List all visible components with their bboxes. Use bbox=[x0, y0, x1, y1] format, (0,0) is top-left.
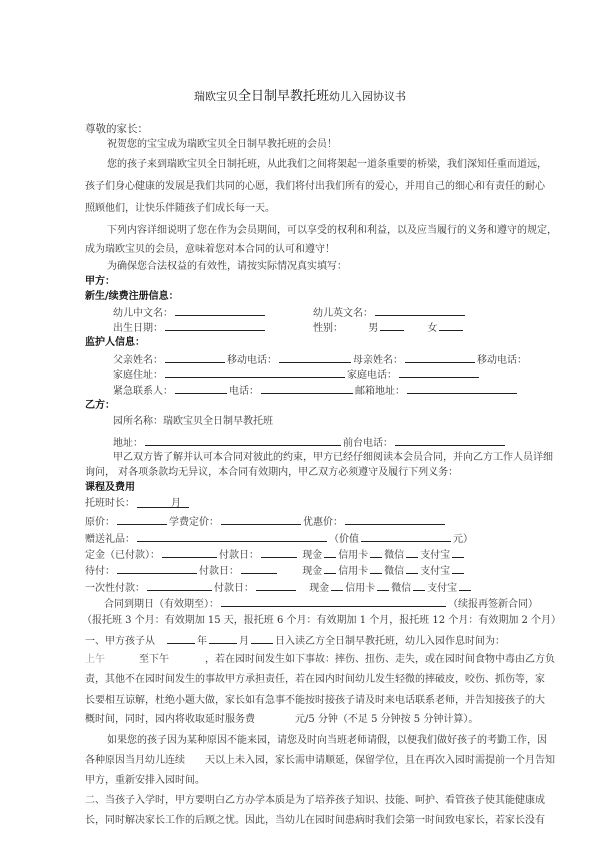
child-cn-name-field[interactable] bbox=[175, 305, 265, 316]
birth-date-row bbox=[113, 320, 267, 336]
clause-text: 天以上未入园，家长需申请顺延，保留学位，且在再次入园时需提前一个月告知 bbox=[205, 755, 555, 766]
gift-value-field[interactable] bbox=[361, 531, 451, 542]
cash-checkbox[interactable] bbox=[324, 547, 336, 558]
intro-line: 成为瑞欧宝贝的会员，意味着您对本合同的认可和遵守！ bbox=[85, 244, 335, 255]
birth-date-label: 出生日期： bbox=[113, 323, 163, 334]
discount-price-field[interactable] bbox=[345, 514, 445, 525]
clause-1-line-3: 责，其他不在园时间发生的事故甲方承担责任，若在园内时间幼儿发生轻微的摔破皮，咬伤、抓伤等，家 bbox=[85, 674, 545, 685]
discount-price-label: 优惠价： bbox=[303, 517, 343, 528]
expiry-field[interactable] bbox=[221, 596, 446, 607]
mother-name-field[interactable] bbox=[405, 352, 475, 363]
male-field[interactable] bbox=[380, 320, 404, 331]
address-field[interactable] bbox=[145, 435, 341, 446]
party-b-heading: 乙方： bbox=[85, 400, 115, 411]
gift-row bbox=[85, 531, 473, 547]
registration-heading: 新生/续费注册信息： bbox=[85, 291, 179, 302]
expiry-row bbox=[104, 596, 538, 612]
home-address-label: 家庭住址： bbox=[113, 370, 163, 381]
home-address-field[interactable] bbox=[165, 367, 345, 378]
cash-label: 现金 bbox=[302, 566, 323, 577]
fees-heading: 课程及费用 bbox=[85, 482, 135, 493]
home-phone-label: 家庭电话： bbox=[347, 370, 397, 381]
title-part-3: 幼儿入园协议书 bbox=[329, 90, 406, 103]
credit-card-checkbox[interactable] bbox=[370, 547, 382, 558]
greeting: 尊敬的家长： bbox=[85, 123, 148, 135]
wechat-label: 微信 bbox=[384, 550, 405, 561]
clause-1-line-4: 长要相互谅解，杜绝小题大做，家长如有急事不能按时接孩子请及时来电话联系老师，并告知接孩子的大 bbox=[85, 695, 545, 706]
bonus-note: （报托班 3 个月：有效期加 15 天，报托班 6 个月：有效期加 1 个月，报托班 12 个月：有效期加 2 个月） bbox=[82, 615, 562, 626]
expiry-label: 合同到期日（有效期至）： bbox=[104, 599, 219, 610]
agreement-line: 询问， 对各项条款均无异议，本合同有效期内，甲乙双方必须遵守及履行下列义务： bbox=[85, 467, 459, 478]
front-desk-phone-label: 前台电话： bbox=[343, 438, 393, 449]
wechat-label: 微信 bbox=[391, 583, 412, 594]
start-month-field[interactable] bbox=[209, 633, 237, 644]
male-label: 男 bbox=[368, 323, 379, 334]
clause-1-line-1 bbox=[85, 633, 505, 649]
original-price-label: 原价： bbox=[85, 517, 115, 528]
alipay-label: 支付宝 bbox=[420, 566, 451, 577]
cash-checkbox[interactable] bbox=[331, 580, 343, 591]
front-desk-phone-field[interactable] bbox=[395, 435, 505, 446]
clause-text: 一、甲方孩子从 bbox=[85, 636, 155, 647]
deposit-row bbox=[85, 547, 466, 563]
value-open-label: （价值 bbox=[329, 534, 359, 545]
duration-row bbox=[85, 497, 191, 511]
mother-mobile-label: 移动电话： bbox=[477, 355, 527, 366]
duration-label: 托班时长： bbox=[85, 498, 135, 509]
wechat-label: 微信 bbox=[384, 566, 405, 577]
credit-card-checkbox[interactable] bbox=[370, 563, 382, 574]
lump-sum-date-field[interactable] bbox=[256, 580, 296, 591]
child-cn-name-label: 幼儿中文名： bbox=[113, 308, 173, 319]
clause-2-line-2: 长，同时解决家长工作的后顾之忧。因此，当幼儿在园时间患病时我们会第一时间致电家长，若家长没有 bbox=[85, 815, 545, 826]
wechat-checkbox[interactable] bbox=[406, 547, 418, 558]
party-b-address-row bbox=[113, 435, 507, 451]
deposit-label: 定金（已付款）： bbox=[85, 550, 160, 561]
father-name-field[interactable] bbox=[165, 352, 225, 363]
guardian-row-3 bbox=[113, 383, 519, 399]
lump-sum-row bbox=[85, 580, 473, 596]
to-pm-label: 至下午 bbox=[139, 654, 169, 665]
pending-field[interactable] bbox=[117, 563, 197, 574]
clause-1-line-2 bbox=[85, 653, 555, 667]
female-label: 女 bbox=[427, 323, 438, 334]
pending-row bbox=[85, 563, 466, 579]
lump-sum-label: 一次性付款： bbox=[85, 583, 145, 594]
mother-name-label: 母亲姓名： bbox=[353, 355, 403, 366]
home-phone-field[interactable] bbox=[399, 367, 479, 378]
clause-text: 日入读乙方全日制早教托班，幼儿入园作息时间为： bbox=[275, 636, 505, 647]
party-a-heading: 甲方： bbox=[85, 276, 115, 287]
month-label: 月 bbox=[239, 636, 249, 647]
child-en-name-field[interactable] bbox=[375, 305, 465, 316]
father-name-label: 父亲姓名： bbox=[113, 355, 163, 366]
credit-card-label: 信用卡 bbox=[338, 566, 369, 577]
emergency-contact-label: 紧急联系人： bbox=[113, 386, 173, 397]
duration-field[interactable] bbox=[137, 497, 189, 508]
clause-text: 概时间，同时，园内将收取延时服务费 bbox=[85, 714, 255, 725]
clause-1-line-6: 如果您的孩子因为某种原因不能来园，请您及时向当班老师请假，以便我们做好孩子的考勤工作，因 bbox=[107, 735, 547, 746]
title-part-2: 全日制早教托班 bbox=[237, 89, 329, 104]
alipay-checkbox[interactable] bbox=[459, 580, 471, 591]
credit-card-label: 信用卡 bbox=[345, 583, 376, 594]
renewal-note: （续报再签新合同） bbox=[448, 599, 538, 610]
guardian-row-2 bbox=[113, 367, 481, 383]
tuition-price-field[interactable] bbox=[221, 514, 301, 525]
alipay-checkbox[interactable] bbox=[452, 547, 464, 558]
clause-text: 各种原因当月幼儿连续 bbox=[85, 755, 185, 766]
clause-text: 元/5 分钟（不足 5 分钟按 5 分钟计算）。 bbox=[295, 714, 479, 725]
clause-1-line-5 bbox=[85, 713, 478, 727]
emergency-phone-field[interactable] bbox=[261, 383, 353, 394]
am-label: 上午 bbox=[85, 654, 105, 665]
lump-sum-field[interactable] bbox=[147, 580, 212, 591]
guardian-heading: 监护人信息： bbox=[85, 337, 145, 348]
price-row bbox=[85, 514, 447, 530]
birth-date-field[interactable] bbox=[165, 320, 265, 331]
cash-label: 现金 bbox=[309, 583, 330, 594]
alipay-label: 支付宝 bbox=[427, 583, 458, 594]
intro-line: 您的孩子来到瑞欧宝贝全日制托班，从此我们之间将架起一道条重要的桥梁，我们深知任重而道远， bbox=[107, 159, 547, 170]
title-part-1: 瑞欧宝贝 bbox=[193, 90, 238, 103]
child-cn-name-row bbox=[113, 305, 267, 321]
deposit-field[interactable] bbox=[162, 547, 217, 558]
payment-date-label: 付款日： bbox=[214, 583, 254, 594]
year-label: 年 bbox=[197, 636, 207, 647]
pending-label: 待付： bbox=[85, 566, 115, 577]
intro-line: 下列内容详细说明了您在作为会员期间，可以享受的权利和利益，以及应当履行的义务和遵守的规定， bbox=[107, 225, 557, 236]
alipay-checkbox[interactable] bbox=[452, 563, 464, 574]
tuition-price-label: 学费定价： bbox=[169, 517, 219, 528]
intro-line: 为确保您合法权益的有效性，请按实际情况真实填写： bbox=[107, 261, 347, 272]
clause-1-line-7 bbox=[85, 754, 555, 768]
intro-line: 照顾他们，让快乐伴随孩子们成长每一天。 bbox=[85, 203, 275, 214]
email-field[interactable] bbox=[407, 383, 517, 394]
pending-date-field[interactable] bbox=[241, 563, 277, 574]
wechat-checkbox[interactable] bbox=[413, 580, 425, 591]
gift-field[interactable] bbox=[137, 531, 327, 542]
document-title bbox=[0, 90, 600, 104]
father-mobile-label: 移动电话： bbox=[227, 355, 277, 366]
emergency-phone-label: 电话： bbox=[229, 386, 259, 397]
payment-date-label: 付款日： bbox=[199, 566, 239, 577]
start-day-field[interactable] bbox=[251, 633, 273, 644]
gender-row bbox=[313, 320, 465, 336]
email-label: 邮箱地址： bbox=[355, 386, 405, 397]
intro-line: 祝贺您的宝宝成为瑞欧宝贝全日制早教托班的会员！ bbox=[107, 139, 337, 150]
start-year-field[interactable] bbox=[167, 633, 195, 644]
alipay-label: 支付宝 bbox=[420, 550, 451, 561]
original-price-field[interactable] bbox=[117, 514, 167, 525]
payment-date-label: 付款日： bbox=[219, 550, 259, 561]
clause-text: ，若在园时间发生如下事故：摔伤、扭伤、走失，或在园时间食物中毒由乙方负 bbox=[205, 654, 555, 665]
credit-card-label: 信用卡 bbox=[338, 550, 369, 561]
gift-label: 赠送礼品： bbox=[85, 534, 135, 545]
school-name: 园所名称：瑞欧宝贝全日制早教托班 bbox=[113, 416, 273, 427]
father-mobile-field[interactable] bbox=[279, 352, 351, 363]
clause-1-line-8: 甲方，重新安排入园时间。 bbox=[85, 775, 205, 786]
value-close-label: 元） bbox=[453, 534, 473, 545]
month-unit: 月 bbox=[171, 498, 181, 509]
cash-checkbox[interactable] bbox=[324, 563, 336, 574]
credit-card-checkbox[interactable] bbox=[377, 580, 389, 591]
cash-label: 现金 bbox=[302, 550, 323, 561]
clause-2-line-1: 二、当孩子入学时，甲方要明白乙方办学本质是为了培养孩子知识、技能、呵护、看管孩子使其能健康成 bbox=[85, 795, 545, 806]
intro-line: 孩子们身心健康的发展是我们共同的心愿，我们将付出我们所有的爱心，并用自己的细心和有责任的耐心 bbox=[85, 181, 545, 192]
wechat-checkbox[interactable] bbox=[406, 563, 418, 574]
female-field[interactable] bbox=[439, 320, 463, 331]
guardian-row-1 bbox=[113, 352, 527, 368]
agreement-line: 甲乙双方皆了解并认可本合同对彼此的约束，甲方已经仔细阅读本会员合同，并向乙方工作人员详细 bbox=[113, 452, 553, 463]
child-en-name-row bbox=[313, 305, 467, 321]
emergency-contact-field[interactable] bbox=[175, 383, 227, 394]
gender-label: 性别： bbox=[313, 323, 343, 334]
deposit-date-field[interactable] bbox=[261, 547, 297, 558]
address-label: 地址： bbox=[113, 438, 143, 449]
child-en-name-label: 幼儿英文名： bbox=[313, 308, 373, 319]
